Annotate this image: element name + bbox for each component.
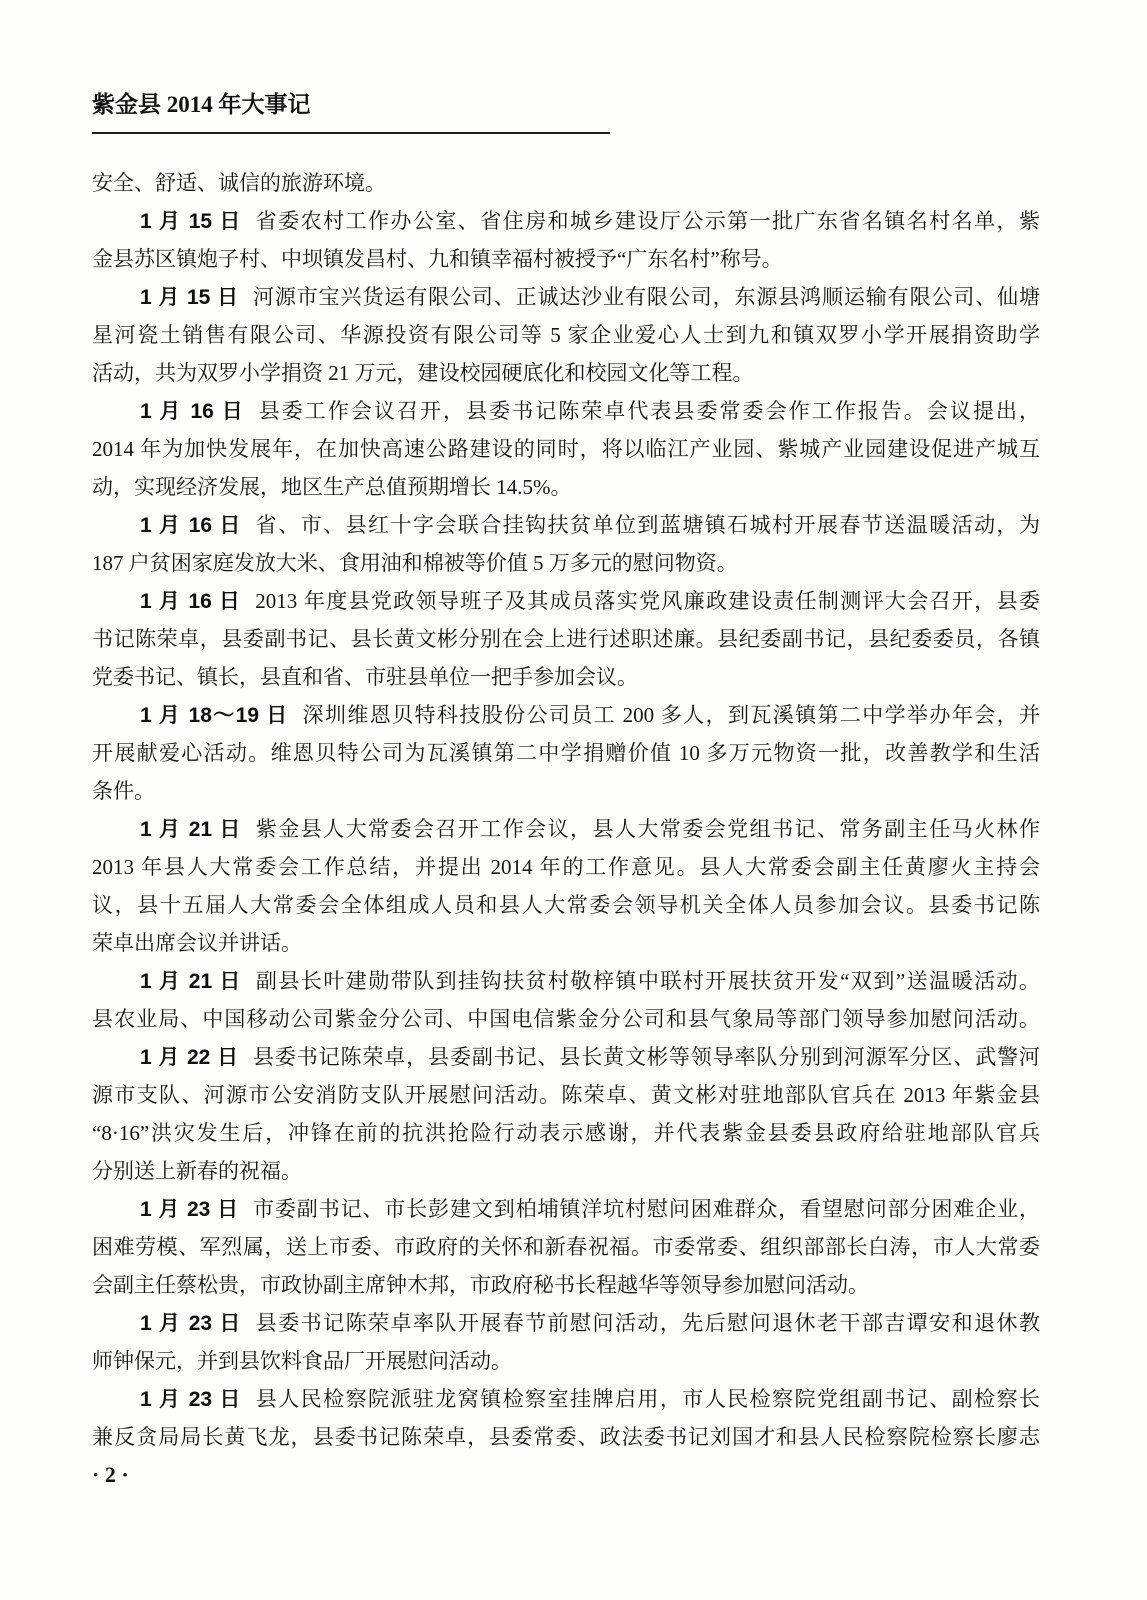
event-line bbox=[92, 658, 1040, 696]
event-entry bbox=[92, 696, 1040, 810]
event-text: 县委书记陈荣卓率队开展春节前慰问活动，先后慰问退休老干部吉谭安和退休教 bbox=[255, 1311, 1040, 1335]
event-line bbox=[92, 468, 1040, 506]
event-line bbox=[92, 354, 1040, 392]
event-entry bbox=[92, 202, 1040, 278]
event-date: 1 月 23 日 bbox=[140, 1198, 239, 1221]
event-line bbox=[92, 1418, 1040, 1456]
event-text: 星河瓷土销售有限公司、华源投资有限公司等 5 家企业爱心人士到九和镇双罗小学开展捐资助学 bbox=[92, 323, 1040, 347]
event-date: 1 月 23 日 bbox=[140, 1388, 242, 1411]
event-text: 县人民检察院派驻龙窝镇检察室挂牌启用，市人民检察院党组副书记、副检察长 bbox=[255, 1387, 1040, 1411]
event-date: 1 月 21 日 bbox=[140, 970, 242, 993]
event-text: 困难劳模、军烈属，送上市委、市政府的关怀和新春祝福。市委常委、组织部部长白涛，市人大常委 bbox=[92, 1235, 1040, 1259]
event-first-line bbox=[92, 278, 1040, 316]
event-text: 议，县十五届人大常委会全体组成人员和县人大常委会领导机关全体人员参加会议。县委书记陈 bbox=[92, 893, 1040, 917]
event-text: 金县苏区镇炮子村、中坝镇发昌村、九和镇幸福村被授予“广东名村”称号。 bbox=[92, 247, 783, 271]
event-first-line bbox=[92, 696, 1040, 734]
event-text: 河源市宝兴货运有限公司、正诚达沙业有限公司，东源县鸿顺运输有限公司、仙塘 bbox=[252, 285, 1041, 309]
event-entry bbox=[92, 962, 1040, 1038]
event-text: 分别送上新春的祝福。 bbox=[92, 1159, 302, 1183]
event-date: 1 月 15 日 bbox=[140, 210, 242, 233]
event-first-line bbox=[92, 962, 1040, 1000]
event-line bbox=[92, 1114, 1040, 1152]
event-text: “8·16”洪灾发生后，冲锋在前的抗洪抢险行动表示感谢，并代表紫金县委县政府给驻地部队官兵 bbox=[92, 1121, 1040, 1145]
event-date: 1 月 16 日 bbox=[140, 590, 242, 613]
event-text: 开展献爱心活动。维恩贝特公司为瓦溪镇第二中学捐赠价值 10 多万元物资一批，改善教学和生活 bbox=[92, 741, 1040, 765]
event-text: 副县长叶建勋带队到挂钩扶贫村敬梓镇中联村开展扶贫开发“双到”送温暖活动。 bbox=[255, 969, 1041, 993]
event-text: 省、市、县红十字会联合挂钩扶贫单位到蓝塘镇石城村开展春节送温暖活动，为 bbox=[255, 513, 1040, 537]
event-line bbox=[92, 924, 1040, 962]
event-text: 紫金县人大常委会召开工作会议，县人大常委会党组书记、常务副主任马火林作 bbox=[255, 817, 1040, 841]
event-text: 会副主任蔡松贵，市政协副主席钟木邦，市政府秘书长程越华等领导参加慰问活动。 bbox=[92, 1273, 869, 1297]
event-text: 源市支队、河源市公安消防支队开展慰问活动。陈荣卓、黄文彬对驻地部队官兵在 2013 年紫金县 bbox=[92, 1083, 1040, 1107]
event-text: 兼反贪局局长黄飞龙，县委书记陈荣卓，县委常委、政法委书记刘国才和县人民检察院检察长廖志 bbox=[92, 1425, 1040, 1449]
event-line bbox=[92, 316, 1040, 354]
event-line bbox=[92, 1152, 1040, 1190]
event-text: 市委副书记、市长彭建文到柏埔镇洋坑村慰问困难群众，看望慰问部分困难企业， bbox=[252, 1197, 1041, 1221]
event-entry bbox=[92, 810, 1040, 962]
event-text: 县农业局、中国移动公司紫金分公司、中国电信紫金分公司和县气象局等部门领导参加慰问活动。 bbox=[92, 1007, 1040, 1031]
event-date: 1 月 22 日 bbox=[140, 1046, 239, 1069]
event-first-line bbox=[92, 1304, 1040, 1342]
event-date: 1 月 18～19 日 bbox=[140, 704, 289, 727]
event-first-line bbox=[92, 1380, 1040, 1418]
event-entry bbox=[92, 278, 1040, 392]
event-line bbox=[92, 240, 1040, 278]
event-line bbox=[92, 1000, 1040, 1038]
event-entry bbox=[92, 1038, 1040, 1190]
event-date: 1 月 16 日 bbox=[140, 400, 245, 423]
event-first-line bbox=[92, 202, 1040, 240]
event-line bbox=[92, 430, 1040, 468]
event-line bbox=[92, 734, 1040, 772]
event-line bbox=[92, 886, 1040, 924]
event-line bbox=[92, 544, 1040, 582]
event-first-line bbox=[92, 392, 1040, 430]
event-line bbox=[92, 1266, 1040, 1304]
event-first-line bbox=[92, 810, 1040, 848]
page-number: · 2 · bbox=[92, 1462, 129, 1487]
event-text: 187 户贫困家庭发放大米、食用油和棉被等价值 5 万多元的慰问物资。 bbox=[92, 551, 738, 575]
event-text: 条件。 bbox=[92, 779, 155, 803]
event-text: 县委书记陈荣卓，县委副书记、县长黄文彬等领导率队分别到河源军分区、武警河 bbox=[252, 1045, 1041, 1069]
event-date: 1 月 23 日 bbox=[140, 1312, 242, 1335]
event-date: 1 月 16 日 bbox=[140, 514, 242, 537]
event-text: 2014 年为加快发展年，在加快高速公路建设的同时，将以临江产业园、紫城产业园建设促进产城互 bbox=[92, 437, 1040, 461]
event-line bbox=[92, 1076, 1040, 1114]
event-date: 1 月 15 日 bbox=[140, 286, 239, 309]
event-first-line bbox=[92, 1190, 1040, 1228]
event-first-line bbox=[92, 506, 1040, 544]
event-line bbox=[92, 620, 1040, 658]
event-line bbox=[92, 848, 1040, 886]
event-first-line bbox=[92, 582, 1040, 620]
event-text: 动，实现经济发展，地区生产总值预期增长 14.5%。 bbox=[92, 475, 572, 499]
event-text: 县委工作会议召开，县委书记陈荣卓代表县委常委会作工作报告。会议提出， bbox=[258, 399, 1040, 423]
event-text: 2013 年度县党政领导班子及其成员落实党风廉政建设责任制测评大会召开，县委 bbox=[255, 589, 1040, 613]
running-header: 紫金县 2014 年大事记 bbox=[92, 92, 311, 117]
event-text: 书记陈荣卓，县委副书记、县长黄文彬分别在会上进行述职述廉。县纪委副书记，县纪委委员，各镇 bbox=[92, 627, 1040, 651]
event-text: 荣卓出席会议并讲话。 bbox=[92, 931, 302, 955]
event-text: 2013 年县人大常委会工作总结，并提出 2014 年的工作意见。县人大常委会副主任黄廖火主持会 bbox=[92, 855, 1040, 879]
event-line bbox=[92, 1228, 1040, 1266]
event-entry bbox=[92, 506, 1040, 582]
event-entry bbox=[92, 1190, 1040, 1304]
event-entry bbox=[92, 1380, 1040, 1456]
event-text: 省委农村工作办公室、省住房和城乡建设厅公示第一批广东省名镇名村名单，紫 bbox=[255, 209, 1040, 233]
event-line bbox=[92, 1342, 1040, 1380]
event-text: 师钟保元，并到县饮料食品厂开展慰问活动。 bbox=[92, 1349, 512, 1373]
event-text: 深圳维恩贝特科技股份公司员工 200 多人，到瓦溪镇第二中学举办年会，并 bbox=[302, 703, 1040, 727]
event-first-line bbox=[92, 1038, 1040, 1076]
continued-line: 安全、舒适、诚信的旅游环境。 bbox=[92, 171, 386, 195]
event-date: 1 月 21 日 bbox=[140, 818, 242, 841]
event-entry bbox=[92, 1304, 1040, 1380]
event-text: 活动，共为双罗小学捐资 21 万元，建设校园硬底化和校园文化等工程。 bbox=[92, 361, 754, 385]
event-list bbox=[92, 164, 1040, 1456]
event-line bbox=[92, 772, 1040, 810]
event-entry bbox=[92, 392, 1040, 506]
event-entry bbox=[92, 582, 1040, 696]
header-rule bbox=[92, 132, 610, 134]
event-text: 党委书记、镇长，县直和省、市驻县单位一把手参加会议。 bbox=[92, 665, 638, 689]
